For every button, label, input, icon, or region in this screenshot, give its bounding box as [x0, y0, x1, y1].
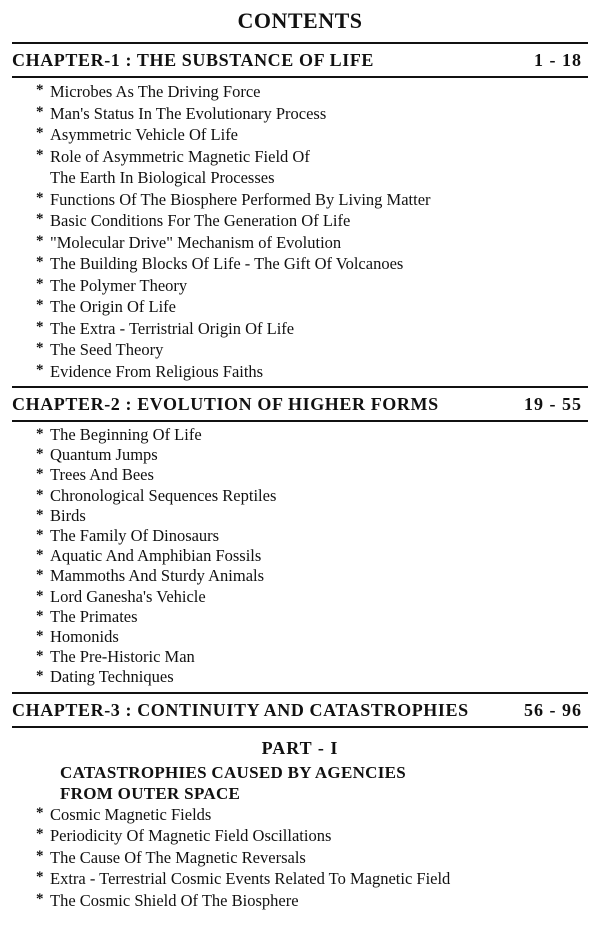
- list-item: * Birds: [50, 506, 588, 526]
- page-title: CONTENTS: [237, 8, 363, 33]
- part-subtitle-line-2: FROM OUTER SPACE: [60, 783, 241, 803]
- chapter-1-heading: CHAPTER-1 : THE SUBSTANCE OF LIFE: [12, 50, 375, 70]
- list-item: * The Family Of Dinosaurs: [50, 526, 588, 546]
- list-item: * Quantum Jumps: [50, 445, 588, 465]
- list-item: * Chronological Sequences Reptiles: [50, 486, 588, 506]
- list-item: * "Molecular Drive" Mechanism of Evolution: [50, 232, 588, 254]
- list-item: * Asymmetric Vehicle Of Life: [50, 124, 588, 146]
- chapter-2-pages: 19 - 55: [524, 394, 582, 414]
- list-item: * Basic Conditions For The Generation Of Life: [50, 210, 588, 232]
- list-item-line-2: The Earth In Biological Processes: [50, 168, 275, 187]
- list-item: * Lord Ganesha's Vehicle: [50, 587, 588, 607]
- chapter-3: [0, 692, 600, 916]
- list-item: * The Origin Of Life: [50, 296, 588, 318]
- part-subtitle-line-1: CATASTROPHIES CAUSED BY AGENCIES: [60, 762, 407, 782]
- chapter-2-heading: CHAPTER-2 : EVOLUTION OF HIGHER FORMS: [12, 394, 439, 414]
- chapter-2-topic-list: [12, 422, 588, 692]
- list-item: * Dating Techniques: [50, 667, 588, 687]
- chapter-3-header: [12, 692, 588, 728]
- part-1-topic-list: [12, 804, 588, 916]
- list-item: * The Cause Of The Magnetic Reversals: [50, 847, 588, 869]
- list-item: * Extra - Terrestrial Cosmic Events Related To Magnetic Field: [50, 868, 588, 890]
- chapter-3-heading: CHAPTER-3 : CONTINUITY AND CATASTROPHIES: [12, 699, 469, 720]
- list-item: * The Cosmic Shield Of The Biosphere: [50, 890, 588, 912]
- list-item: * Homonids: [50, 627, 588, 647]
- list-item: * Aquatic And Amphibian Fossils: [50, 546, 588, 566]
- chapter-3-pages: 56 - 96: [524, 699, 582, 720]
- list-item: * Mammoths And Sturdy Animals: [50, 566, 588, 586]
- list-item: * The Primates: [50, 607, 588, 627]
- list-item: * The Pre-Historic Man: [50, 647, 588, 667]
- list-item: * Cosmic Magnetic Fields: [50, 804, 588, 826]
- list-item: * Functions Of The Biosphere Performed By Living Matter: [50, 189, 588, 211]
- list-item: * Microbes As The Driving Force: [50, 81, 588, 103]
- chapter-1: [0, 42, 600, 386]
- chapter-1-pages: 1 - 18: [534, 50, 582, 70]
- part-title: PART - I: [261, 737, 339, 758]
- list-item: * Periodicity Of Magnetic Field Oscillations: [50, 825, 588, 847]
- list-item: * Man's Status In The Evolutionary Process: [50, 103, 588, 125]
- list-item: * Evidence From Religious Faiths: [50, 361, 588, 383]
- list-item: * Trees And Bees: [50, 465, 588, 485]
- chapter-2-header: [12, 386, 588, 422]
- list-item: * The Polymer Theory: [50, 275, 588, 297]
- list-item: * The Beginning Of Life: [50, 425, 588, 445]
- list-item: * The Building Blocks Of Life - The Gift Of Volcanoes: [50, 253, 588, 275]
- chapter-2: [0, 386, 600, 692]
- chapter-1-header: [12, 42, 588, 78]
- list-item: * The Extra - Terristrial Origin Of Life: [50, 318, 588, 340]
- chapter-1-topic-list: [12, 78, 588, 386]
- list-item: [50, 146, 588, 189]
- list-item-line-1: * Role of Asymmetric Magnetic Field Of: [50, 146, 310, 166]
- list-item: * The Seed Theory: [50, 339, 588, 361]
